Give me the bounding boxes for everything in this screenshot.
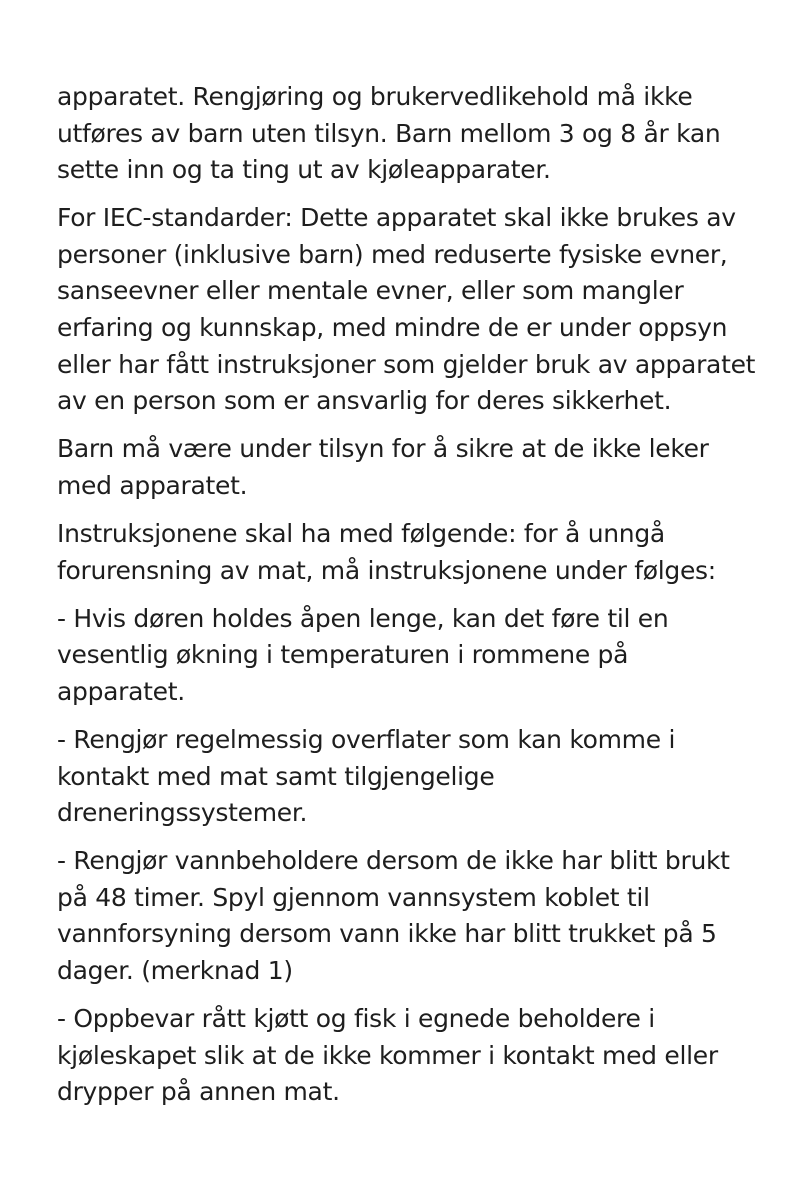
text-line: - Rengjør regelmessig overflater som kan komme i: [57, 725, 676, 754]
bullet-door-open: [57, 601, 757, 711]
bullet-water-containers: [57, 843, 757, 989]
text-line: sanseevner eller mentale evner, eller som mangler: [57, 276, 684, 306]
paragraph-iec-standards: [57, 200, 757, 420]
text-line: Instruksjonene skal ha med følgende: for å unngå: [57, 519, 665, 549]
text-line: For IEC-standarder: Dette apparatet skal ikke brukes av: [57, 203, 736, 233]
text-line: apparatet. Rengjøring og brukervedlikehold må ikke: [57, 82, 693, 111]
text-line: personer (inklusive barn) med reduserte fysiske evner,: [57, 239, 728, 269]
text-line: Barn må være under tilsyn for å sikre at de ikke leker: [57, 434, 709, 464]
text-line: - Oppbevar rått kjøtt og fisk i egnede beholdere i: [57, 1004, 655, 1034]
text-line: erfaring og kunnskap, med mindre de er under oppsyn: [57, 313, 728, 343]
text-line: med apparatet.: [57, 470, 248, 500]
text-line: sette inn og ta ting ut av kjøleapparater.: [57, 155, 551, 185]
text-line: kjøleskapet slik at de ikke kommer i kontakt med eller: [57, 1040, 718, 1070]
text-line: på 48 timer. Spyl gjennom vannsystem koblet til: [57, 882, 650, 912]
text-line: av en person som er ansvarlig for deres sikkerhet.: [57, 386, 672, 416]
bullet-clean-surfaces: [57, 722, 757, 832]
bullet-raw-meat: [57, 1001, 757, 1111]
text-line: drypper på annen mat.: [57, 1077, 340, 1107]
text-line: utføres av barn uten tilsyn. Barn mellom 3 og 8 år kan: [57, 118, 721, 148]
paragraph-child-maintenance: [57, 79, 757, 189]
text-line: forurensning av mat, må instruksjonene under følges:: [57, 555, 716, 585]
text-line: apparatet.: [57, 676, 185, 706]
text-line: vesentlig økning i temperaturen i rommene på: [57, 640, 629, 670]
paragraph-child-supervision: [57, 431, 757, 504]
paragraph-instructions-intro: [57, 516, 757, 589]
text-line: kontakt med mat samt tilgjengelige: [57, 761, 495, 791]
text-line: vannforsyning dersom vann ikke har blitt trukket på 5: [57, 919, 717, 949]
text-line: eller har fått instruksjoner som gjelder bruk av apparatet: [57, 349, 756, 379]
text-line: dager. (merknad 1): [57, 956, 293, 986]
text-line: - Hvis døren holdes åpen lenge, kan det føre til en: [57, 603, 669, 633]
text-line: dreneringssystemer.: [57, 798, 308, 828]
text-line: - Rengjør vannbeholdere dersom de ikke har blitt brukt: [57, 846, 730, 876]
body-text: [57, 79, 757, 1122]
